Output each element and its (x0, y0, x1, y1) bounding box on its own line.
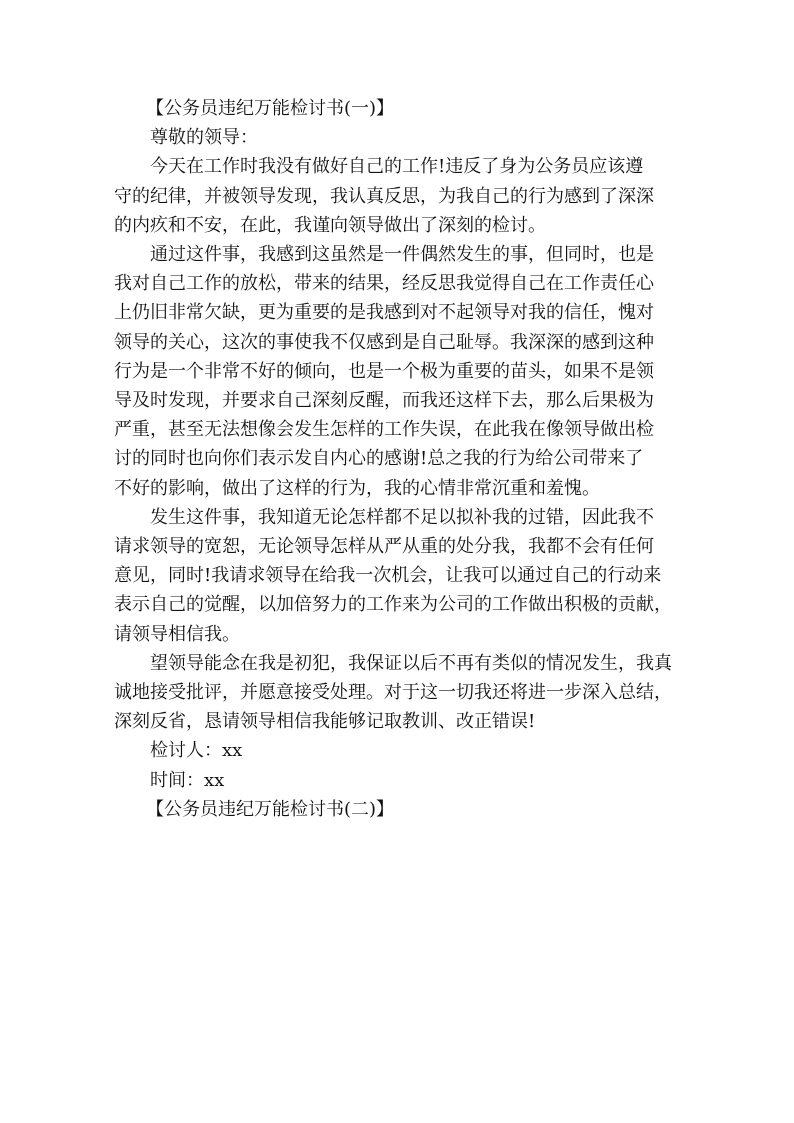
paragraph-4 (114, 649, 680, 737)
paragraph-line: 守的纪律，并被领导发现，我认真反思，为我自己的行为感到了深深 (114, 185, 654, 207)
salutation: 尊敬的领导： (150, 127, 258, 149)
paragraph-line: 上仍旧非常欠缺，更为重要的是我感到对不起领导对我的信任，愧对 (114, 302, 654, 324)
paragraph-line: 行为是一个非常不好的倾向，也是一个极为重要的苗头，如果不是领 (114, 360, 654, 382)
paragraph-line: 诚地接受批评，并愿意接受处理。对于这一切我还将进一步深入总结， (114, 682, 672, 704)
paragraph-line: 请求领导的宽恕，无论领导怎样从严从重的处分我，我都不会有任何 (114, 536, 654, 558)
paragraph-2 (114, 240, 680, 503)
paragraph-line: 望领导能念在我是初犯，我保证以后不再有类似的情况发生，我真 (150, 652, 672, 674)
paragraph-line: 我对自己工作的放松，带来的结果，经反思我觉得自己在工作责任心 (114, 273, 654, 295)
paragraph-line: 的内疚和不安，在此，我谨向领导做出了深刻的检讨。 (114, 214, 546, 236)
paragraph-line: 表示自己的觉醒，以加倍努力的工作来为公司的工作做出积极的贡献， (114, 594, 672, 616)
paragraph-1 (114, 152, 680, 240)
paragraph-line: 今天在工作时我没有做好自己的工作!违反了身为公务员应该遵 (150, 156, 644, 178)
document-title-1: 【公务员违纪万能检讨书(一)】 (146, 98, 395, 119)
paragraph-line: 发生这件事，我知道无论怎样都不足以拟补我的过错，因此我不 (150, 506, 654, 528)
paragraph-line: 导及时发现，并要求自己深刻反醒，而我还这样下去，那么后果极为 (114, 390, 654, 412)
paragraph-3 (114, 503, 680, 649)
document-title-2: 【公务员违纪万能检讨书(二)】 (146, 798, 395, 820)
paragraph-line: 不好的影响，做出了这样的行为，我的心情非常沉重和羞愧。 (114, 477, 600, 499)
time-line: 时间：xx (150, 769, 225, 791)
paragraph-line: 严重，甚至无法想像会发生怎样的工作失误，在此我在像领导做出检 (114, 419, 654, 441)
signer-line: 检讨人：xx (150, 740, 243, 762)
paragraph-line: 深刻反省，恳请领导相信我能够记取教训、改正错误! (114, 711, 536, 733)
paragraph-line: 领导的关心，这次的事使我不仅感到是自己耻辱。我深深的感到这种 (114, 331, 654, 353)
paragraph-line: 请领导相信我。 (114, 623, 240, 645)
paragraph-line: 意见，同时!我请求领导在给我一次机会，让我可以通过自己的行动来 (114, 565, 662, 587)
paragraph-line: 通过这件事，我感到这虽然是一件偶然发生的事，但同时，也是 (150, 244, 654, 266)
document-page (114, 94, 680, 824)
paragraph-line: 讨的同时也向你们表示发自内心的感谢!总之我的行为给公司带来了 (114, 448, 644, 470)
